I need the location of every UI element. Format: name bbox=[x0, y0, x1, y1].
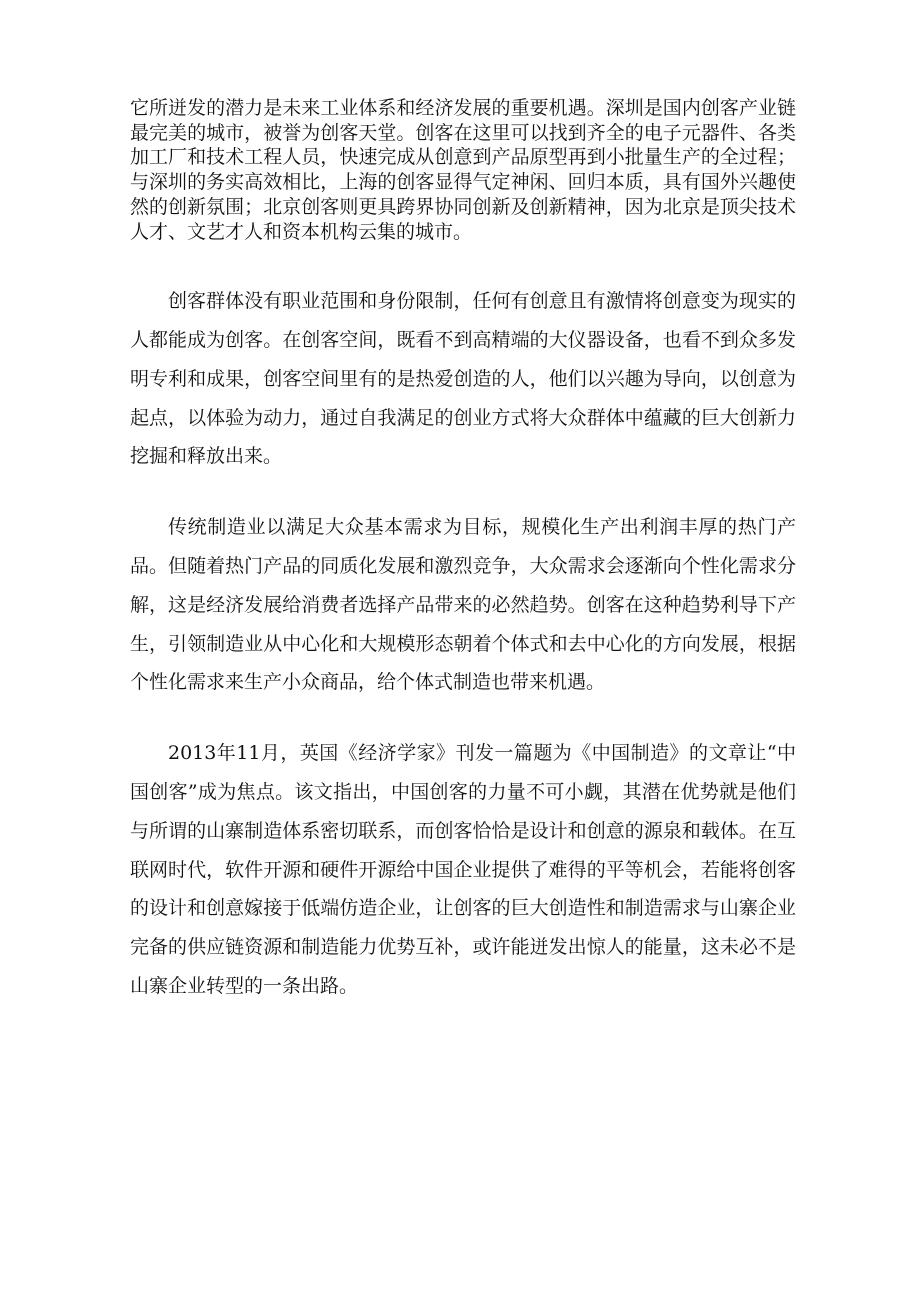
document-body bbox=[130, 96, 796, 1006]
paragraph-traditional-manufacturing: 传统制造业以满足大众基本需求为目标，规模化生产出利润丰厚的热门产品。但随着热门产品的同质化发展和激烈竞争，大众需求会逐渐向个性化需求分解，这是经济发展给消费者选择产品带来的必然趋势。创客在这种趋势利导下产生，引领制造业从中心化和大规模形态朝着个体式和去中心化的方向发展，根据个性化需求来生产小众商品，给个体式制造也带来机遇。 bbox=[130, 516, 796, 694]
paragraph-economist-2013: 2013年11月，英国《经济学家》刊发一篇题为《中国制造》的文章让“中国创客”成为焦点。该文指出，中国创客的力量不可小觑，其潜在优势就是他们与所谓的山寨制造体系密切联系，而创客恰恰是设计和创意的源泉和载体。在互联网时代，软件开源和硬件开源给中国企业提供了难得的平等机会，若能将创客的设计和创意嫁接于低端仿造企业，让创客的巨大创造性和制造需求与山寨企业完备的供应链资源和制造能力优势互补，或许能迸发出惊人的能量，这未必不是山寨企业转型的一条出路。 bbox=[130, 742, 796, 997]
paragraph-maker-group: 创客群体没有职业范围和身份限制，任何有创意且有激情将创意变为现实的人都能成为创客。在创客空间，既看不到高精端的大仪器设备，也看不到众多发明专利和成果，创客空间里有的是热爱创造的人，他们以兴趣为导向，以创意为起点，以体验为动力，通过自我满足的创业方式将大众群体中蕴藏的巨大创新力挖掘和释放出来。 bbox=[130, 290, 796, 468]
paragraph-potential: 它所迸发的潜力是未来工业体系和经济发展的重要机遇。深圳是国内创客产业链最完美的城市，被誉为创客天堂。创客在这里可以找到齐全的电子元器件、各类加工厂和技术工程人员，快速完成从创意到产品原型再到小批量生产的全过程；与深圳的务实高效相比，上海的创客显得气定神闲、回归本质，具有国外兴趣使然的创新氛围；北京创客则更具跨界协同创新及创新精神，因为北京是顶尖技术人才、文艺才人和资本机构云集的城市。 bbox=[130, 97, 796, 243]
